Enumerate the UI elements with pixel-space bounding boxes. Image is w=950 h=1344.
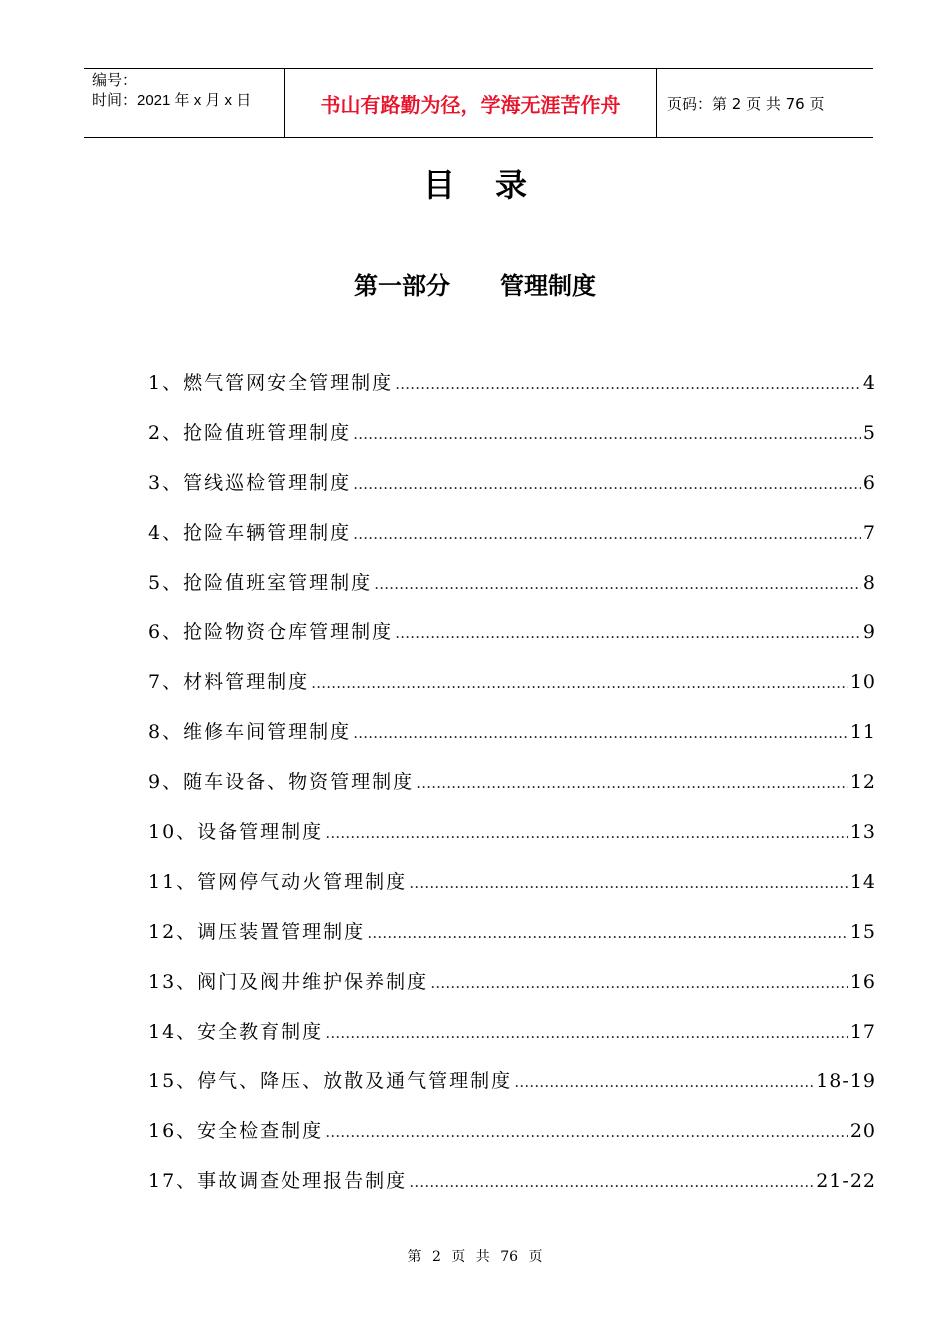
toc-entry-label: 8、维修车间管理制度 <box>148 721 352 744</box>
toc-entry[interactable] <box>148 468 876 518</box>
toc-entry-label: 1、燃气管网安全管理制度 <box>148 372 394 394</box>
section-heading <box>0 266 950 301</box>
toc-entry-page: 20 <box>849 1120 876 1143</box>
toc-leader-dots <box>416 771 848 793</box>
toc-leader-dots <box>374 572 861 594</box>
toc-entry-page: 5 <box>862 421 876 444</box>
toc-entry-page: 12 <box>849 771 876 794</box>
document-date: 时间：2021 年 x 月 x 日 <box>92 92 252 109</box>
toc-leader-dots <box>409 1170 814 1192</box>
toc-entry[interactable] <box>148 1017 876 1067</box>
toc-entry[interactable] <box>148 717 876 767</box>
toc-entry-label: 7、材料管理制度 <box>148 671 310 694</box>
toc-entry[interactable] <box>148 418 876 468</box>
toc-leader-dots <box>311 671 848 693</box>
toc-leader-dots <box>325 1021 848 1043</box>
toc-entry-page: 10 <box>849 671 876 694</box>
toc-entry-label: 10、设备管理制度 <box>148 821 324 844</box>
toc-entry[interactable] <box>148 1116 876 1166</box>
toc-leader-dots <box>367 921 848 943</box>
toc-entry[interactable] <box>148 917 876 967</box>
toc-entry-page: 6 <box>862 471 876 494</box>
toc-entry-label: 16、安全检查制度 <box>148 1120 324 1143</box>
toc-entry-label: 4、抢险车辆管理制度 <box>148 521 352 544</box>
toc-entry-label: 11、管网停气动火管理制度 <box>148 870 408 893</box>
toc-leader-dots <box>353 522 861 544</box>
toc-entry-label: 2、抢险值班管理制度 <box>148 421 352 444</box>
toc-leader-dots <box>353 422 861 444</box>
title-char-2: 录 <box>495 166 528 204</box>
toc-entry-page: 18-19 <box>816 1070 876 1093</box>
toc-entry-label: 14、安全教育制度 <box>148 1020 324 1043</box>
toc-entry-page: 8 <box>862 571 876 594</box>
toc-entry[interactable] <box>148 617 876 667</box>
page-footer: 第 2 页 共 76 页 <box>407 1249 543 1265</box>
toc-entry-label: 3、管线巡检管理制度 <box>148 471 352 494</box>
toc-entry[interactable] <box>148 767 876 817</box>
toc-leader-dots <box>325 1120 848 1142</box>
toc-entry-label: 13、阀门及阀井维护保养制度 <box>148 970 429 993</box>
toc-entry-label: 9、随车设备、物资管理制度 <box>148 771 415 794</box>
toc-entry[interactable] <box>148 867 876 917</box>
toc-leader-dots <box>353 472 861 494</box>
toc-leader-dots <box>409 871 848 893</box>
toc-entry[interactable] <box>148 568 876 618</box>
toc-leader-dots <box>353 721 848 743</box>
toc-leader-dots <box>430 971 848 993</box>
toc-leader-dots <box>325 821 848 843</box>
toc-leader-dots <box>395 372 861 394</box>
toc-entry[interactable] <box>148 518 876 568</box>
toc-entry[interactable] <box>148 967 876 1017</box>
toc-entry-label: 15、停气、降压、放散及通气管理制度 <box>148 1070 513 1093</box>
toc-entry-page: 4 <box>862 372 876 394</box>
toc-leader-dots <box>395 621 861 643</box>
toc-entry[interactable] <box>148 667 876 717</box>
toc-entry-page: 13 <box>849 821 876 844</box>
title-char-1: 目 <box>422 166 455 204</box>
table-of-contents <box>148 368 876 1216</box>
toc-entry-page: 16 <box>849 970 876 993</box>
toc-entry-label: 17、事故调查处理报告制度 <box>148 1170 408 1193</box>
toc-entry-page: 15 <box>849 920 876 943</box>
toc-entry-page: 7 <box>862 521 876 544</box>
toc-entry-page: 21-22 <box>816 1170 876 1193</box>
page-header <box>84 68 873 138</box>
toc-entry-page: 9 <box>862 621 876 644</box>
toc-leader-dots <box>514 1070 814 1092</box>
header-page-info: 页码：第 2 页 共 76 页 <box>667 94 825 113</box>
section-name: 管理制度 <box>500 272 596 300</box>
toc-entry-label: 6、抢险物资仓库管理制度 <box>148 621 394 644</box>
toc-entry[interactable] <box>148 1166 876 1216</box>
toc-entry-page: 14 <box>849 870 876 893</box>
toc-entry-page: 17 <box>849 1020 876 1043</box>
page-title <box>0 160 950 206</box>
toc-entry-label: 5、抢险值班室管理制度 <box>148 571 373 594</box>
section-label: 第一部分 <box>354 272 450 300</box>
toc-entry-page: 11 <box>849 721 876 744</box>
header-motto: 书山有路勤为径，学海无涯苦作舟 <box>285 69 657 137</box>
document-number-label: 编号： <box>92 72 138 89</box>
toc-entry[interactable] <box>148 1066 876 1116</box>
toc-entry-label: 12、调压装置管理制度 <box>148 920 366 943</box>
toc-entry[interactable] <box>148 817 876 867</box>
toc-entry[interactable] <box>148 368 876 418</box>
header-meta <box>84 69 285 137</box>
